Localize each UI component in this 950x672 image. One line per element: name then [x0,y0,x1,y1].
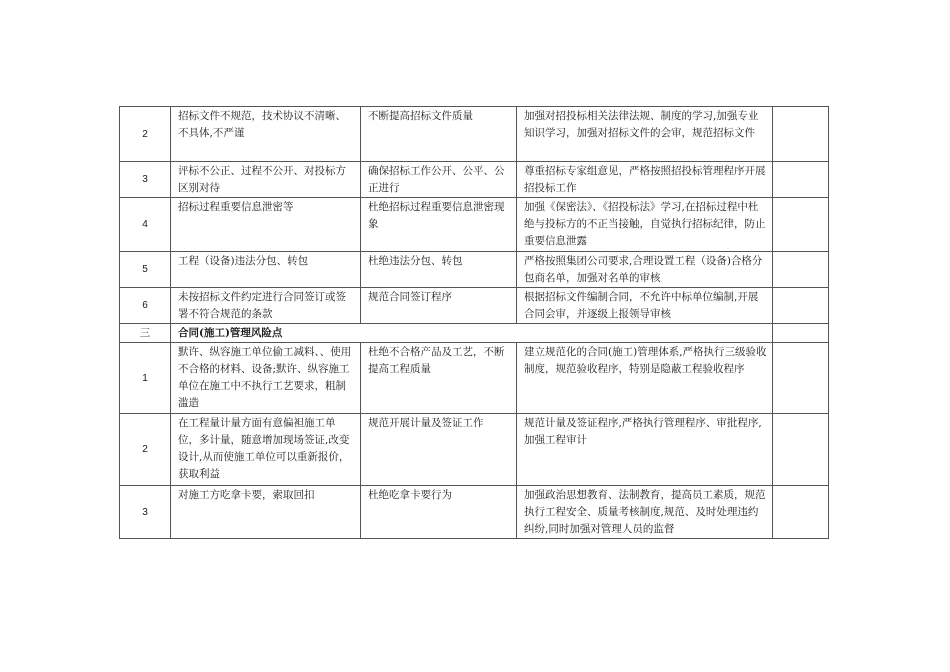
control-goal-cell: 确保招标工作公开、公平、公正进行 [361,162,517,198]
table-row [120,198,829,252]
control-goal-cell: 杜绝吃拿卡要行为 [361,486,517,539]
risk-point-cell: 对施工方吃拿卡要，索取回扣 [171,486,361,539]
risk-point-cell: 招标文件不规范，技术协议不清晰、不具体,不严谨 [171,107,361,162]
prevention-measure-cell: 严格按照集团公司要求,合理设置工程（设备)合格分包商名单，加强对名单的审核 [517,252,773,288]
remark-cell [773,486,829,539]
control-goal-cell: 杜绝违法分包、转包 [361,252,517,288]
control-goal-cell: 规范合同签订程序 [361,288,517,324]
table-row [120,343,829,414]
control-goal-cell: 不断提高招标文件质量 [361,107,517,162]
risk-table [119,106,829,539]
prevention-measure-cell: 尊重招标专家组意见，严格按照招投标管理程序开展招投标工作 [517,162,773,198]
remark-cell [773,198,829,252]
prevention-measure-cell: 根据招标文件编制合同，不允许中标单位编制,开展合同会审，并逐级上报领导审核 [517,288,773,324]
section-title: 合同(施工)管理风险点 [171,324,773,343]
section-row [120,324,829,343]
table-row [120,288,829,324]
remark-cell [773,343,829,414]
table-row [120,414,829,486]
risk-point-cell: 评标不公正、过程不公开、对投标方区别对待 [171,162,361,198]
table-row [120,486,829,539]
prevention-measure-cell: 建立规范化的合同(施工)管理体系,严格执行三级验收制度，规范验收程序，特别是隐蔽工程验收程序 [517,343,773,414]
prevention-measure-cell: 加强对招投标相关法律法规、制度的学习,加强专业知识学习，加强对招标文件的会审，规范招标文件 [517,107,773,162]
prevention-measure-cell: 规范计量及签证程序,严格执行管理程序、审批程序,加强工程审计 [517,414,773,486]
control-goal-cell: 杜绝招标过程重要信息泄密现象 [361,198,517,252]
row-number: 6 [120,288,171,324]
remark-cell [773,252,829,288]
risk-point-cell: 未按招标文件约定进行合同签订或签署不符合规范的条款 [171,288,361,324]
row-number: 5 [120,252,171,288]
row-number: 3 [120,486,171,539]
table-row [120,107,829,162]
risk-point-cell: 在工程量计量方面有意偏袒施工单位，多计量，随意增加现场签证,改变设计,从而使施工单位可以重新报价，获取利益 [171,414,361,486]
remark-cell [773,162,829,198]
section-number: 三 [120,324,171,343]
prevention-measure-cell: 加强《保密法》、《招投标法》学习,在招标过程中杜绝与投标方的不正当接触，自觉执行招标纪律，防止重要信息泄露 [517,198,773,252]
remark-cell [773,414,829,486]
risk-point-cell: 默许、纵容施工单位偷工减料、、使用不合格的材料、设备;默许、纵容施工单位在施工中不执行工艺要求，粗制滥造 [171,343,361,414]
prevention-measure-cell: 加强政治思想教育、法制教育，提高员工素质，规范执行工程安全、质量考核制度,规范、及时处理违约纠纷,同时加强对管理人员的监督 [517,486,773,539]
table-row [120,252,829,288]
row-number: 2 [120,414,171,486]
row-number: 1 [120,343,171,414]
table-row [120,162,829,198]
row-number: 2 [120,107,171,162]
control-goal-cell: 规范开展计量及签证工作 [361,414,517,486]
remark-cell [773,107,829,162]
remark-cell [773,324,829,343]
row-number: 3 [120,162,171,198]
control-goal-cell: 杜绝不合格产品及工艺，不断提高工程质量 [361,343,517,414]
row-number: 4 [120,198,171,252]
risk-point-cell: 招标过程重要信息泄密等 [171,198,361,252]
risk-point-cell: 工程（设备)违法分包、转包 [171,252,361,288]
remark-cell [773,288,829,324]
